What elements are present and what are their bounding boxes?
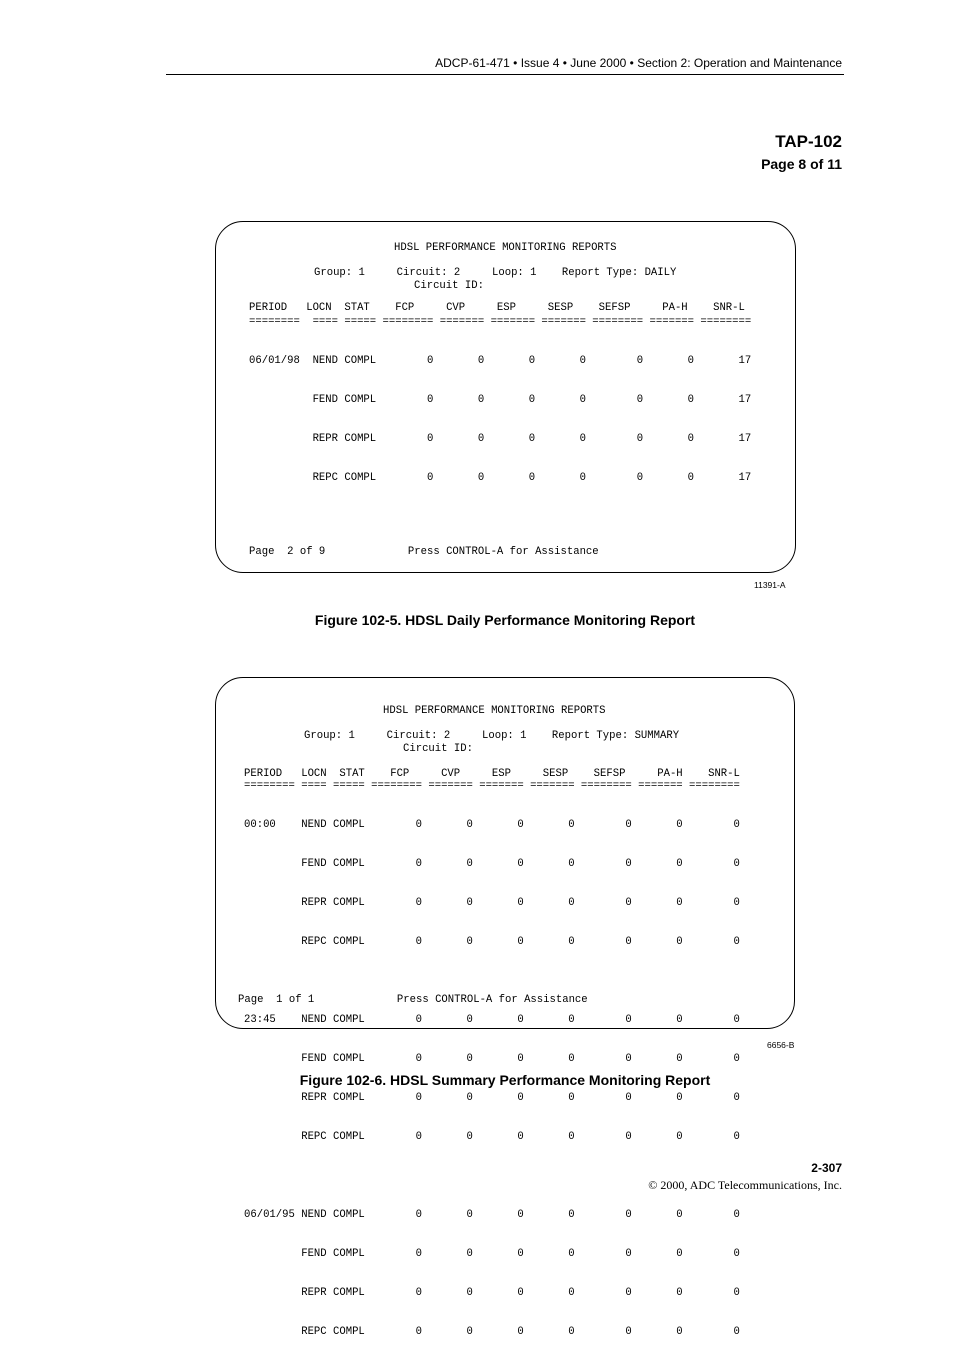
report-info-line: Group: 1 Circuit: 2 Loop: 1 Report Type: DAILY — [314, 267, 677, 279]
report-row: 23:45 NEND COMPL 0 0 0 0 0 0 0 — [244, 1014, 740, 1026]
report-row: 06/01/95 NEND COMPL 0 0 0 0 0 0 0 — [244, 1209, 740, 1221]
column-header: PERIOD LOCN STAT FCP CVP ESP SESP SEFSP PA-H SNR-L — [244, 768, 740, 780]
tap-page: Page 8 of 11 — [761, 156, 842, 172]
report-row: REPR COMPL 0 0 0 0 0 0 17 — [249, 433, 752, 445]
report-title: HDSL PERFORMANCE MONITORING REPORTS — [383, 705, 606, 717]
report-row: FEND COMPL 0 0 0 0 0 0 0 — [244, 858, 740, 870]
figure-caption: Figure 102-5. HDSL Daily Performance Monitoring Report — [314, 612, 696, 628]
figure-id: 11391-A — [754, 580, 786, 590]
running-head: ADCP-61-471 • Issue 4 • June 2000 • Section 2: Operation and Maintenance — [435, 56, 842, 70]
report-row — [244, 975, 740, 988]
report-row: REPC COMPL 0 0 0 0 0 0 0 — [244, 936, 740, 948]
page-number: 2-307 — [811, 1161, 842, 1175]
tap-title: TAP-102 — [775, 132, 842, 151]
report-footer: Page 1 of 1 Press CONTROL-A for Assistance — [238, 994, 588, 1006]
report-title: HDSL PERFORMANCE MONITORING REPORTS — [394, 242, 617, 254]
report-row: 06/01/98 NEND COMPL 0 0 0 0 0 0 17 — [249, 355, 752, 367]
report-row: REPR COMPL 0 0 0 0 0 0 0 — [244, 1287, 740, 1299]
column-header: PERIOD LOCN STAT FCP CVP ESP SESP SEFSP PA-H SNR-L — [249, 302, 745, 314]
report-row: FEND COMPL 0 0 0 0 0 0 0 — [244, 1248, 740, 1260]
report-row: REPR COMPL 0 0 0 0 0 0 0 — [244, 897, 740, 909]
report-row: REPR COMPL 0 0 0 0 0 0 0 — [244, 1092, 740, 1104]
report-info-line: Group: 1 Circuit: 2 Loop: 1 Report Type: SUMMARY — [304, 730, 680, 742]
column-separator: ======== ==== ===== ======== ======= ======= ======= ======== ======= ======== — [244, 780, 740, 792]
figure-caption: Figure 102-6. HDSL Summary Performance Monitoring Report — [299, 1072, 711, 1088]
circuit-id-label: Circuit ID: — [403, 743, 473, 755]
report-row: REPC COMPL 0 0 0 0 0 0 0 — [244, 1131, 740, 1143]
report-row: FEND COMPL 0 0 0 0 0 0 17 — [249, 394, 752, 406]
report-footer: Page 2 of 9 Press CONTROL-A for Assistance — [249, 546, 599, 558]
report-rows — [249, 329, 751, 498]
figure-id: 6656-B — [767, 1040, 795, 1050]
report-row: REPC COMPL 0 0 0 0 0 0 0 — [244, 1326, 740, 1338]
header-rule — [166, 74, 844, 75]
report-row: FEND COMPL 0 0 0 0 0 0 0 — [244, 1053, 740, 1065]
report-row: 00:00 NEND COMPL 0 0 0 0 0 0 0 — [244, 819, 740, 831]
column-separator: ======== ==== ===== ======== ======= ======= ======= ======== ======= ======== — [249, 316, 752, 328]
copyright: © 2000, ADC Telecommunications, Inc. — [648, 1178, 842, 1192]
circuit-id-label: Circuit ID: — [414, 280, 484, 292]
report-row: REPC COMPL 0 0 0 0 0 0 17 — [249, 472, 752, 484]
tap-heading — [761, 132, 842, 174]
